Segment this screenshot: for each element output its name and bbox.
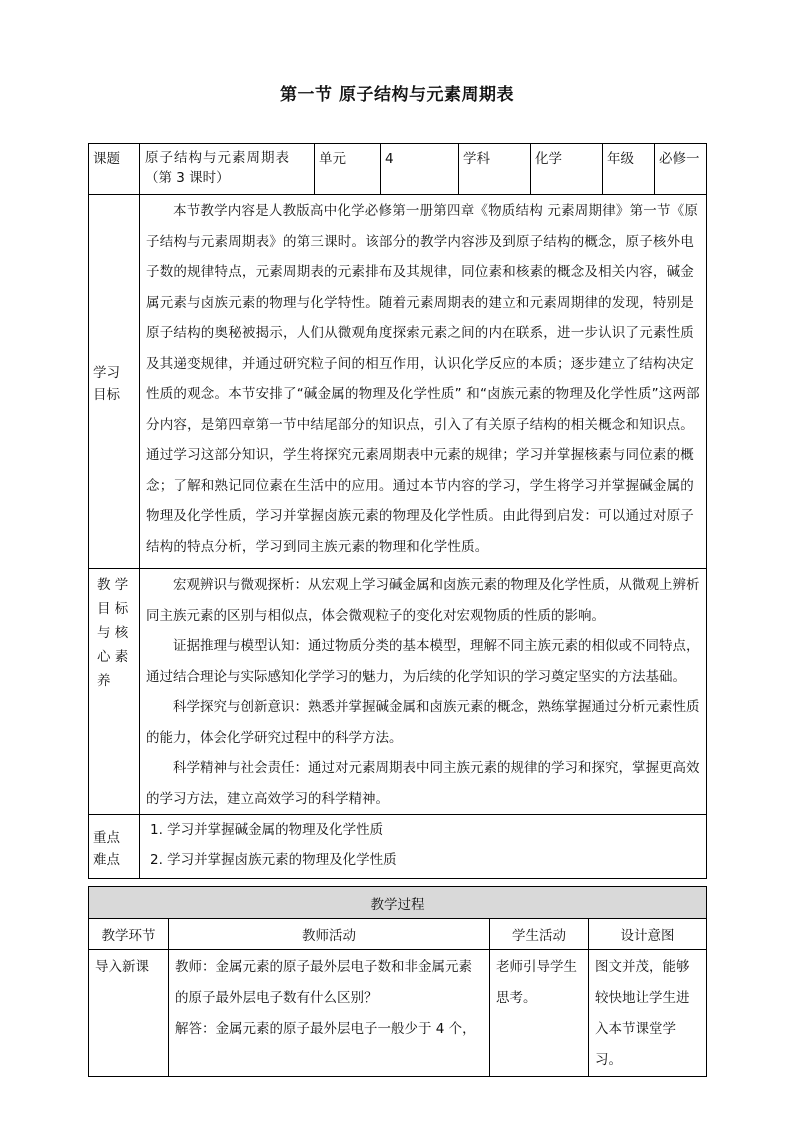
grade-value: 必修一: [655, 144, 707, 195]
process-header: 教学过程: [89, 887, 707, 919]
objectives-label-line1: 学习: [93, 364, 120, 381]
core-paragraph: 科学精神与社会责任：通过对元素周期表中同主族元素的规律的学习和探究，掌握更高效的学习方法，建立高效学习的科学精神。: [146, 760, 700, 807]
intent-line: 图文并茂，能够: [595, 959, 690, 975]
topic-value: [140, 144, 315, 195]
column-header-stage: 教学环节: [89, 919, 169, 950]
process-columns-row: [89, 919, 707, 950]
intent-line: 入本节课堂学习。: [595, 1021, 676, 1068]
core-label-line: 与 核: [97, 625, 129, 641]
key-points-label: [89, 815, 140, 879]
key-point-item: 2. 学习并掌握卤族元素的物理及化学性质: [150, 852, 397, 868]
objectives-row: [89, 195, 707, 569]
key-points-list: [140, 815, 707, 879]
column-header-student: 学生活动: [490, 919, 589, 950]
unit-label: 单元: [315, 144, 381, 195]
teacher-line: 解答：金属元素的原子最外层电子一般少于 4 个，: [175, 1021, 476, 1037]
stage-text: 导入新课: [95, 959, 149, 975]
objectives-label: [89, 195, 140, 569]
design-intent-cell: [589, 950, 707, 1077]
key-points-label-line2: 难点: [93, 851, 120, 868]
core-literacy-text: [140, 569, 707, 815]
grade-label: 年级: [603, 144, 655, 195]
column-header-intent: 设计意图: [589, 919, 707, 950]
process-row: [89, 950, 707, 1077]
key-point-item: 1. 学习并掌握碱金属的物理及化学性质: [150, 822, 384, 838]
teacher-activity-cell: [169, 950, 490, 1077]
objectives-text: 本节教学内容是人教版高中化学必修第一册第四章《物质结构 元素周期律》第一节《原子结构与元素周期表》的第三课时。该部分的教学内容涉及到原子结构的概念，原子核外电子数的规律特点，元素周期表的元素排布及其规律，同位素和核素的概念及相关内容，碱金属元素与卤族元素的物理与化学特性。随着元素周期表的建立和元素周期律的发现，特别是原子结构的奥秘被揭示，人们从微观角度探索元素之间的内在联系，进一步认识了元素性质及其递变规律，并通过研究粒子间的相互作用，认识化学反应的本质；逐步建立了结构决定性质的观念。本节安排了“碱金属的物理及化学性质” 和“卤族元素的物理及化学性质”这两部分内容，是第四章第一节中结尾部分的知识点，引入了有关原子结构的相关概念和知识点。通过学习这部分知识，学生将探究元素周期表中元素的规律；学习并掌握核素与同位素的概念；了解和熟记同位素在生活中的应用。通过本节内容的学习，学生将学习并掌握碱金属的物理及化学性质，学习并掌握卤族元素的物理及化学性质。由此得到启发：可以通过对原子结构的特点分析，学习到同主族元素的物理和化学性质。: [140, 195, 707, 569]
topic-label: 课题: [89, 144, 140, 195]
column-header-teacher: 教师活动: [169, 919, 490, 950]
student-line: 思考。: [496, 990, 537, 1006]
core-literacy-row: [89, 569, 707, 815]
objectives-label-line2: 目标: [93, 386, 120, 403]
student-line: 老师引导学生: [496, 959, 577, 975]
student-activity-cell: [490, 950, 589, 1077]
teacher-line: 教师：金属元素的原子最外层电子数和非金属元素: [175, 959, 472, 975]
core-literacy-label: [89, 569, 140, 815]
lesson-info-table: [88, 143, 707, 879]
key-points-label-line1: 重点: [93, 829, 120, 846]
core-label-line: 养: [97, 673, 111, 689]
teaching-process-table: [88, 886, 707, 1077]
core-paragraph: 科学探究与创新意识：熟悉并掌握碱金属和卤族元素的概念，熟练掌握通过分析元素性质的能力，体会化学研究过程中的科学方法。: [146, 699, 700, 746]
key-points-row: [89, 815, 707, 879]
intent-line: 较快地让学生进: [595, 990, 690, 1006]
process-header-row: [89, 887, 707, 919]
teacher-line: 的原子最外层电子数有什么区别？: [175, 990, 378, 1006]
stage-cell: [89, 950, 169, 1077]
info-row: [89, 144, 707, 195]
core-label-line: 教 学: [97, 577, 129, 593]
core-paragraph: 证据推理与模型认知：通过物质分类的基本模型，理解不同主族元素的相似或不同特点，通过结合理论与实际感知化学学习的魅力，为后续的化学知识的学习奠定坚实的方法基础。: [146, 638, 700, 685]
topic-sub-text: （第 3 课时）: [145, 170, 230, 186]
core-label-line: 心 素: [97, 649, 129, 665]
unit-value: 4: [381, 144, 459, 195]
topic-value-text: 原子结构与元素周期表: [145, 150, 290, 166]
core-paragraph: 宏观辨识与微观探析：从宏观上学习碱金属和卤族元素的物理及化学性质，从微观上辨析同主族元素的区别与相似点，体会微观粒子的变化对宏观物质的性质的影响。: [146, 577, 700, 624]
core-label-line: 目 标: [97, 601, 129, 617]
document-title: 第一节 原子结构与元素周期表: [280, 85, 514, 105]
subject-label: 学科: [459, 144, 531, 195]
subject-value: 化学: [531, 144, 603, 195]
